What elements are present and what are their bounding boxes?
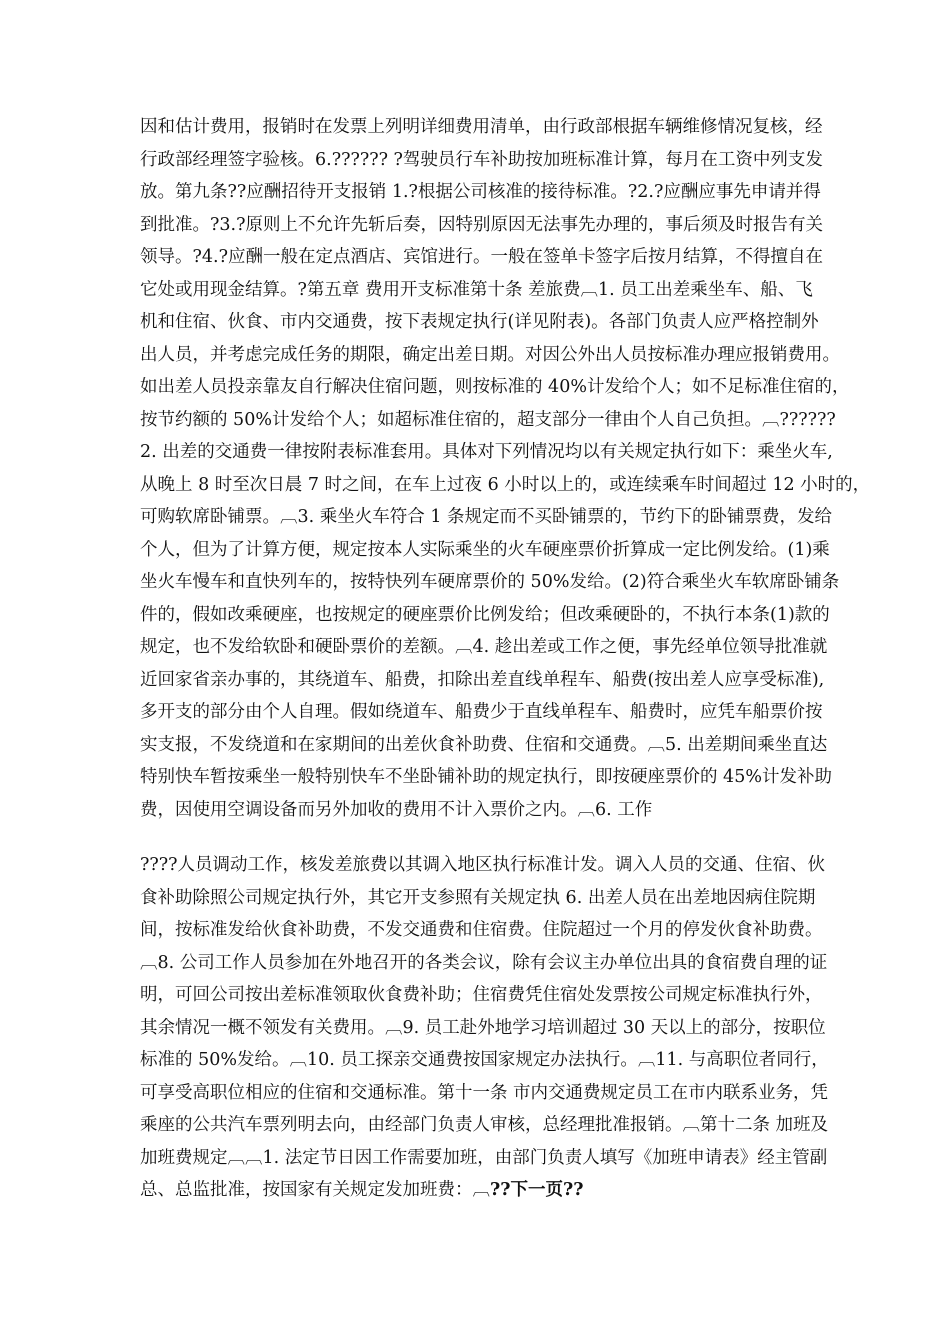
text-segment: 总、总监批准，按国家有关规定发加班费：︹ bbox=[140, 1180, 490, 1200]
text-line: 乘座的公共汽车票列明去向，由经部门负责人审核，总经理批准报销。︹第十二条 加班及 bbox=[140, 1115, 829, 1135]
text-line: 可享受高职位相应的住宿和交通标准。第十一条 市内交通费规定员工在市内联系业务，凭 bbox=[140, 1082, 829, 1103]
text-line: 可购软席卧铺票。︹3. 乘坐火车符合 1 条规定而不买卧铺票的，节约下的卧铺票费，发给 bbox=[140, 507, 833, 527]
text-line: 因和估计费用，报销时在发票上列明详细费用清单，由行政部根据车辆维修情况复核，经 bbox=[140, 117, 823, 137]
text-line: 它处或用现金结算。?第五章 费用开支标准第十条 差旅费︹1. 员工出差乘坐车、船、飞 bbox=[140, 279, 813, 300]
text-line: 标准的 50%发给。︹10. 员工探亲交通费按国家规定办法执行。︹11. 与高职位者同行， bbox=[140, 1050, 829, 1070]
next-page-link[interactable]: ??下一页?? bbox=[490, 1180, 584, 1200]
text-line: 从晚上 8 时至次日晨 7 时之间，在车上过夜 6 小时以上的，或连续乘车时间超过 12 小时的， bbox=[140, 474, 871, 495]
text-line: 如出差人员投亲靠友自行解决住宿问题，则按标准的 40%计发给个人；如不足标准住宿的， bbox=[140, 377, 850, 397]
text-line: 放。第九条??应酬招待开支报销 1.?根据公司核准的接待标准。?2.?应酬应事先申请并得 bbox=[140, 182, 821, 202]
text-line: 行政部经理签字验核。6.?????? ?驾驶员行车补助按加班标准计算，每月在工资中列支发 bbox=[140, 149, 823, 170]
text-line: 间，按标准发给伙食补助费，不发交通费和住宿费。住院超过一个月的停发伙食补助费。 bbox=[140, 920, 823, 940]
text-line: ︹8. 公司工作人员参加在外地召开的各类会议，除有会议主办单位出具的食宿费自理的证 bbox=[140, 952, 828, 973]
text-line: 按节约额的 50%计发给个人；如超标准住宿的，超支部分一律由个人自己负担。︹?????? bbox=[140, 409, 836, 430]
text-line: 实支报，不发绕道和在家期间的出差伙食补助费、住宿和交通费。︹5. 出差期间乘坐直达 bbox=[140, 734, 828, 755]
text-line: 件的，假如改乘硬座，也按规定的硬座票价比例发给；但改乘硬卧的，不执行本条(1)款的 bbox=[140, 604, 830, 625]
body-paragraph-2 bbox=[140, 849, 840, 1207]
text-line: 多开支的部分由个人自理。假如绕道车、船费少于直线单程车、船费时，应凭车船票价按 bbox=[140, 702, 823, 722]
text-line: 特别快车暂按乘坐一般特别快车不坐卧铺补助的规定执行，即按硬座票价的 45%计发补助 bbox=[140, 767, 832, 787]
text-line: 规定，也不发给软卧和硬卧票价的差额。︹4. 趁出差或工作之便，事先经单位领导批准就 bbox=[140, 637, 828, 657]
text-line: 食补助除照公司规定执行外，其它开支参照有关规定执 6. 出差人员在出差地因病住院期 bbox=[140, 887, 816, 908]
text-line: 其余情况一概不领发有关费用。︹9. 员工赴外地学习培训超过 30 天以上的部分，按职位 bbox=[140, 1017, 826, 1038]
text-line: 加班费规定︹︹1. 法定节日因工作需要加班，由部门负责人填写《加班申请表》经主管副 bbox=[140, 1147, 828, 1168]
text-line: 到批准。?3.?原则上不允许先斩后奏，因特别原因无法事先办理的，事后须及时报告有关 bbox=[140, 214, 823, 235]
text-line: 出人员，并考虑完成任务的期限，确定出差日期。对因公外出人员按标准办理应报销费用。 bbox=[140, 344, 840, 365]
body-paragraph-1 bbox=[140, 111, 871, 826]
text-line: 坐火车慢车和直快列车的，按特快列车硬席票价的 50%发给。(2)符合乘坐火车软席卧铺条 bbox=[140, 572, 840, 592]
text-line: 近回家省亲办事的，其绕道车、船费，扣除出差直线单程车、船费(按出差人应享受标准), bbox=[140, 669, 825, 690]
text-line: 2. 出差的交通费一律按附表标准套用。具体对下列情况均以有关规定执行如下：乘坐火车, bbox=[140, 442, 833, 462]
text-line: 费，因使用空调设备而另外加收的费用不计入票价之内。︹6. 工作 bbox=[140, 799, 653, 820]
text-line: ????人员调动工作，核发差旅费以其调入地区执行标准计发。调入人员的交通、住宿、伙 bbox=[140, 855, 826, 875]
text-line: 机和住宿、伙食、市内交通费，按下表规定执行(详见附表)。各部门负责人应严格控制外 bbox=[140, 312, 819, 332]
last-text-line bbox=[140, 1174, 840, 1207]
text-line: 明，可回公司按出差标准领取伙食费补助；住宿费凭住宿处发票按公司规定标准执行外， bbox=[140, 985, 823, 1005]
text-line: 个人，但为了计算方便，规定按本人实际乘坐的火车硬座票价折算成一定比例发给。(1)乘 bbox=[140, 539, 830, 560]
text-line: 领导。?4.?应酬一般在定点酒店、宾馆进行。一般在签单卡签字后按月结算，不得擅自在 bbox=[140, 247, 823, 267]
